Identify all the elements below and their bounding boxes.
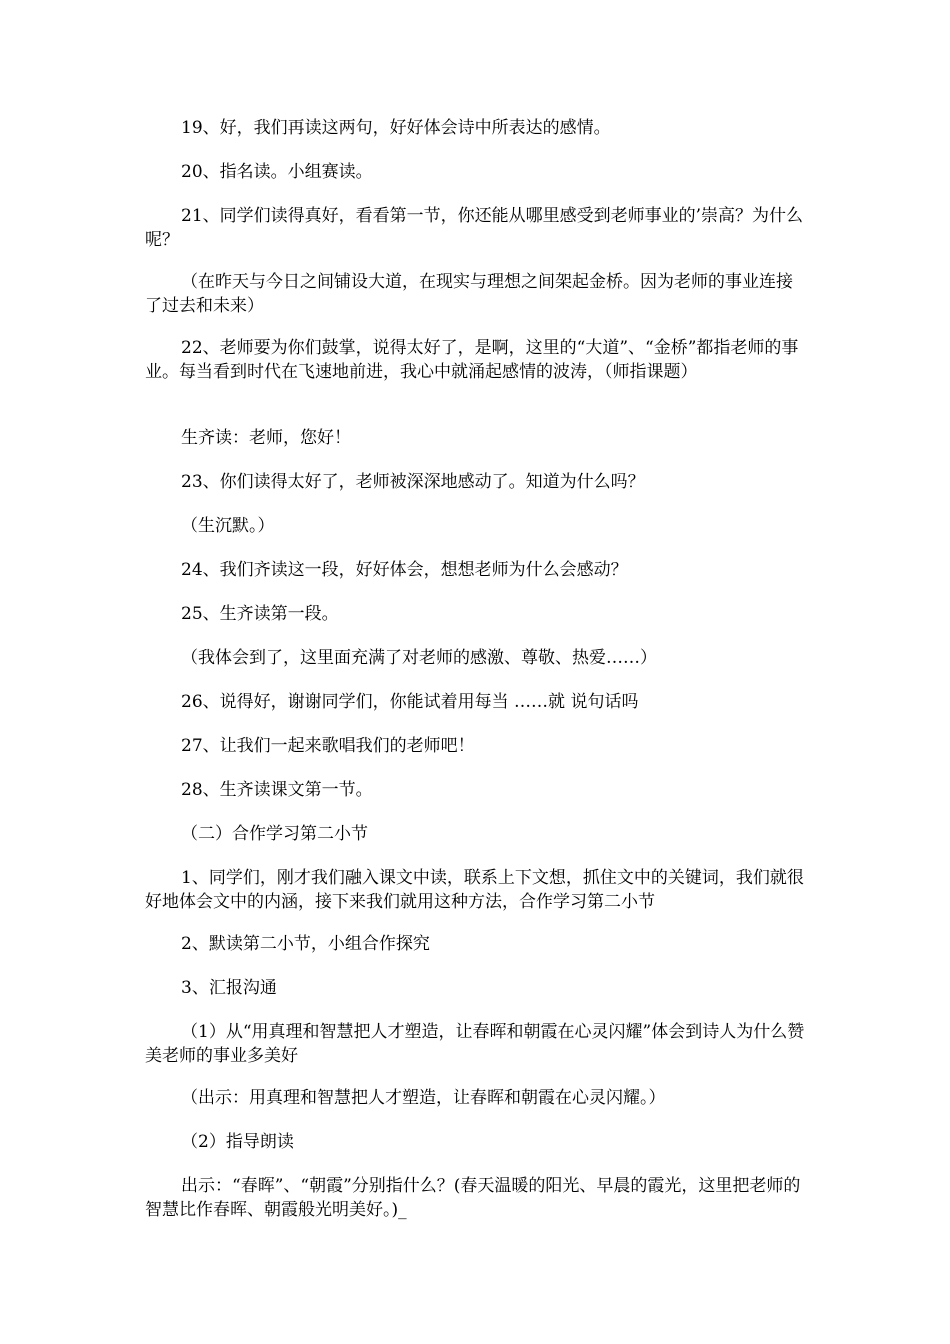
paragraph-s2-3-1-quote: （出示：用真理和智慧把人才塑造，让春晖和朝霞在心灵闪耀。）: [181, 1088, 666, 1108]
paragraph-25-note: （我体会到了，这里面充满了对老师的感激、尊敬、热爱……）: [181, 648, 657, 668]
paragraph-22: 22、老师要为你们鼓掌，说得太好了，是啊，这里的“大道”、“金桥”都指老师的事业。每当看到时代在飞速地前进，我心中就涌起感情的波涛，（师指课题）: [145, 338, 799, 382]
paragraph-s2-2: 2、默读第二小节，小组合作探究: [181, 934, 430, 954]
paragraph-s2-1: 1、同学们，刚才我们融入课文中读，联系上下文想，抓住文中的关键词，我们就很好地体会文中的内涵，接下来我们就用这种方法，合作学习第二小节: [145, 868, 804, 912]
paragraph-25: 25、生齐读第一段。: [181, 604, 339, 624]
paragraph-s2-3-2-show: 出示：“春晖”、“朝霞”分别指什么？(春天温暖的阳光、早晨的霞光，这里把老师的智慧比作春晖、朝霞般光明美好。)_: [145, 1176, 801, 1220]
paragraph-24: 24、我们齐读这一段，好好体会，想想老师为什么会感动？: [181, 560, 628, 580]
paragraph-s2-3-1: （1）从“用真理和智慧把人才塑造，让春晖和朝霞在心灵闪耀”体会到诗人为什么赞美老师的事业多美好: [145, 1022, 805, 1066]
paragraph-s2-3: 3、汇报沟通: [181, 978, 277, 998]
paragraph-19: 19、好，我们再读这两句，好好体会诗中所表达的感情。: [181, 118, 611, 138]
paragraph-23-note: （生沉默。）: [181, 516, 275, 536]
paragraph-s2-3-2: （2）指导朗读: [181, 1132, 294, 1152]
paragraph-27: 27、让我们一起来歌唱我们的老师吧！: [181, 736, 475, 756]
paragraph-student-reading: 生齐读：老师，您好！: [181, 428, 351, 448]
paragraph-28: 28、生齐读课文第一节。: [181, 780, 373, 800]
paragraph-20: 20、指名读。小组赛读。: [181, 162, 373, 182]
paragraph-23: 23、你们读得太好了，老师被深深地感动了。知道为什么吗？: [181, 472, 645, 492]
paragraph-26: 26、说得好，谢谢同学们，你能试着用每当 ……就 说句话吗: [181, 692, 639, 712]
paragraph-21-answer: （在昨天与今日之间铺设大道，在现实与理想之间架起金桥。因为老师的事业连接了过去和未来）: [145, 272, 793, 316]
paragraph-21: 21、同学们读得真好，看看第一节，你还能从哪里感受到老师事业的’崇高？为什么呢？: [145, 206, 804, 250]
section-heading-2: （二）合作学习第二小节: [181, 824, 368, 844]
